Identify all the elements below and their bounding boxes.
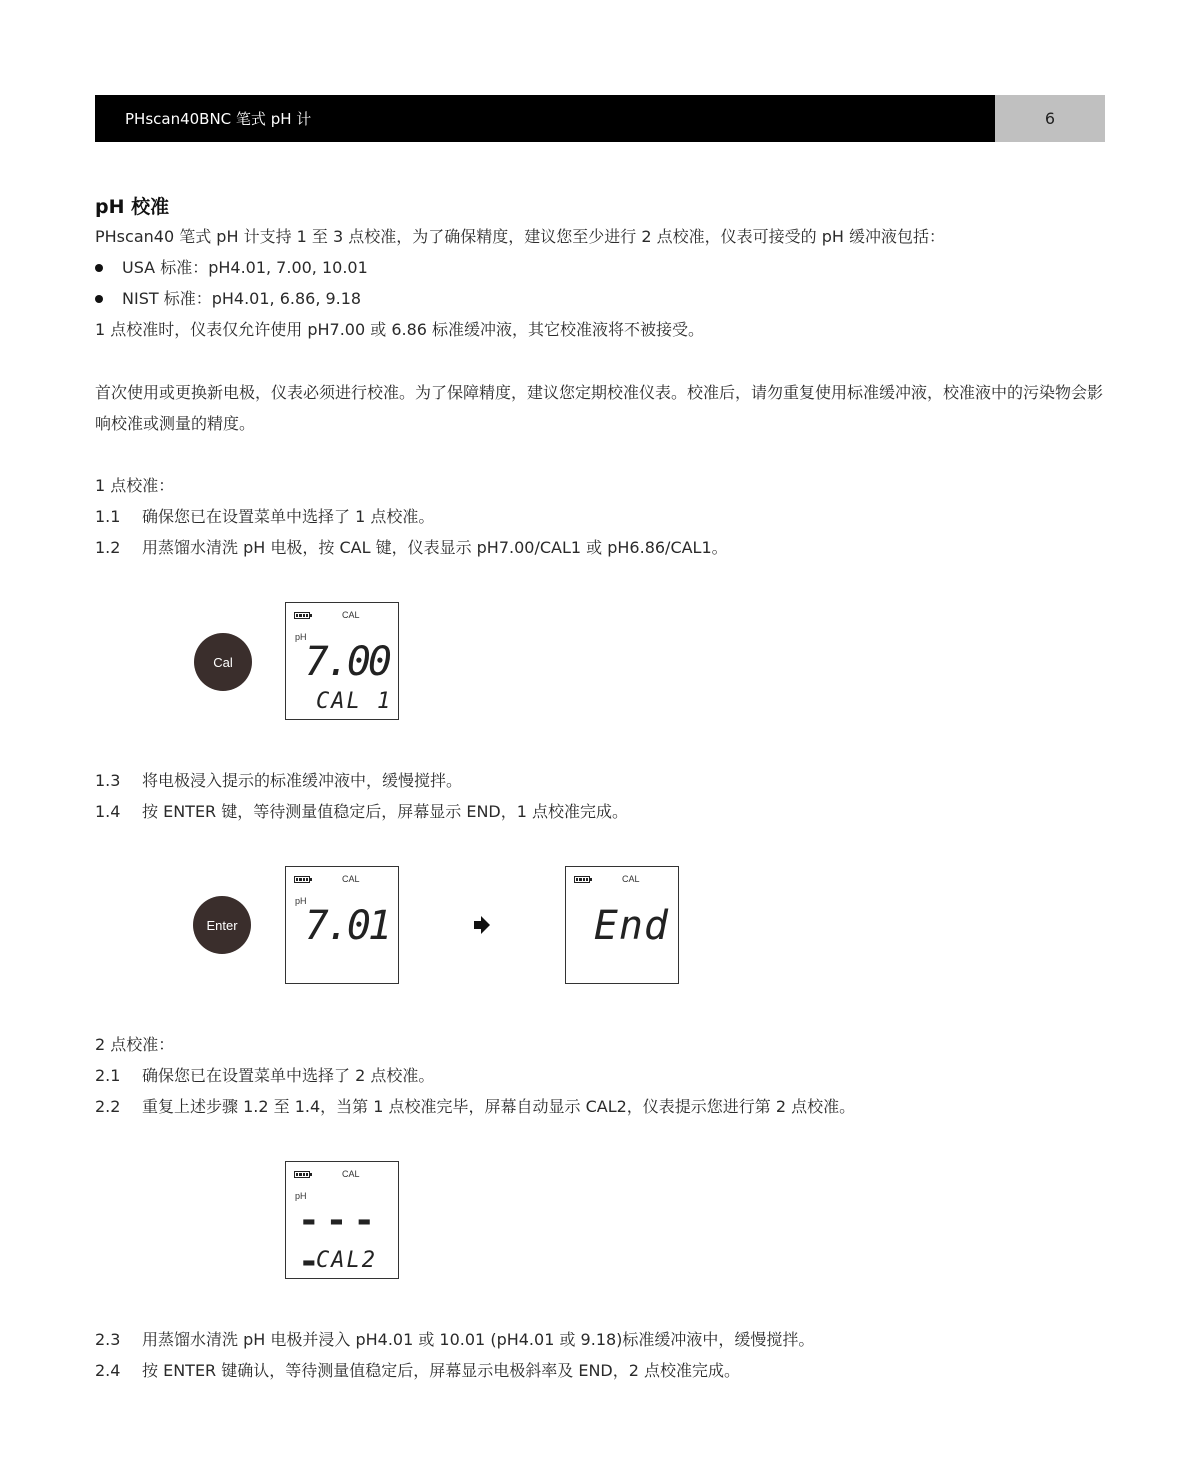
bullet-dot-icon <box>95 264 103 272</box>
cal-button-illustration: Cal <box>194 633 252 691</box>
battery-icon <box>294 876 310 883</box>
step-2-4: 2.4 按 ENTER 键确认，等待测量值稳定后，屏幕显示电极斜率及 END，2 点校准完成。 <box>95 1361 741 1380</box>
step-1-4: 1.4 按 ENTER 键，等待测量值稳定后，屏幕显示 END，1 点校准完成。 <box>95 802 629 821</box>
bullet-item-usa: USA 标准：pH4.01, 7.00, 10.01 <box>95 257 368 279</box>
bullet-dot-icon <box>95 295 103 303</box>
lcd-ph-label: pH <box>295 1191 307 1201</box>
enter-button-illustration: Enter <box>193 896 251 954</box>
page-header <box>95 95 1105 142</box>
step-2-3: 2.3 用蒸馏水清洗 pH 电极并浸入 pH4.01 或 10.01 (pH4.01 或 9.18)标准缓冲液中，缓慢搅拌。 <box>95 1330 815 1349</box>
step-2-1: 2.1 确保您已在设置菜单中选择了 2 点校准。 <box>95 1066 435 1085</box>
lcd-main-value: End <box>593 903 669 949</box>
lcd-cal-label: CAL <box>342 874 360 884</box>
battery-icon <box>574 876 590 883</box>
battery-icon <box>294 1171 310 1178</box>
one-point-heading: 1 点校准： <box>95 476 175 495</box>
lcd-cal-label: CAL <box>342 610 360 620</box>
step-2-2: 2.2 重复上述步骤 1.2 至 1.4，当第 1 点校准完毕，屏幕自动显示 CAL2，仪表提示您进行第 2 点校准。 <box>95 1097 856 1116</box>
lcd-sub-value: CAL2 <box>316 1248 377 1273</box>
lcd-ph-label: pH <box>295 632 307 642</box>
one-point-note: 1 点校准时，仪表仅允许使用 pH7.00 或 6.86 标准缓冲液，其它校准液将不被接受。 <box>95 320 705 339</box>
section-title: pH 校准 <box>95 196 170 218</box>
step-1-2: 1.2 用蒸馏水清洗 pH 电极，按 CAL 键，仪表显示 pH7.00/CAL1 或 pH6.86/CAL1。 <box>95 538 728 557</box>
lcd-main-value: ---- <box>298 1200 382 1282</box>
lcd-screen-cal2 <box>285 1161 399 1282</box>
arrow-right-icon <box>474 916 490 934</box>
two-point-heading: 2 点校准： <box>95 1035 175 1054</box>
page-number: 6 <box>995 95 1105 142</box>
document-title: PHscan40BNC 笔式 pH 计 <box>95 95 995 142</box>
lcd-screen-end <box>565 866 679 984</box>
lcd-screen-cal1 <box>285 602 399 720</box>
lcd-sub-value: CAL 1 <box>316 689 393 714</box>
intro-text: PHscan40 笔式 pH 计支持 1 至 3 点校准，为了确保精度，建议您至少进行 2 点校准，仪表可接受的 pH 缓冲液包括： <box>95 227 945 246</box>
lcd-cal-label: CAL <box>342 1169 360 1179</box>
bullet-item-nist: NIST 标准：pH4.01, 6.86, 9.18 <box>95 288 361 310</box>
lcd-main-value: 7.00 <box>304 639 389 685</box>
lcd-main-value: 7.01 <box>304 903 389 949</box>
calibration-paragraph: 首次使用或更换新电极，仪表必须进行校准。为了保障精度，建议您定期校准仪表。校准后，请勿重复使用标准缓冲液，校准液中的污染物会影响校准或测量的精度。 <box>95 383 1104 433</box>
lcd-screen-701 <box>285 866 399 984</box>
lcd-cal-label: CAL <box>622 874 640 884</box>
lcd-ph-label: pH <box>295 896 307 906</box>
step-1-1: 1.1 确保您已在设置菜单中选择了 1 点校准。 <box>95 507 435 526</box>
battery-icon <box>294 612 310 619</box>
step-1-3: 1.3 将电极浸入提示的标准缓冲液中，缓慢搅拌。 <box>95 771 463 790</box>
